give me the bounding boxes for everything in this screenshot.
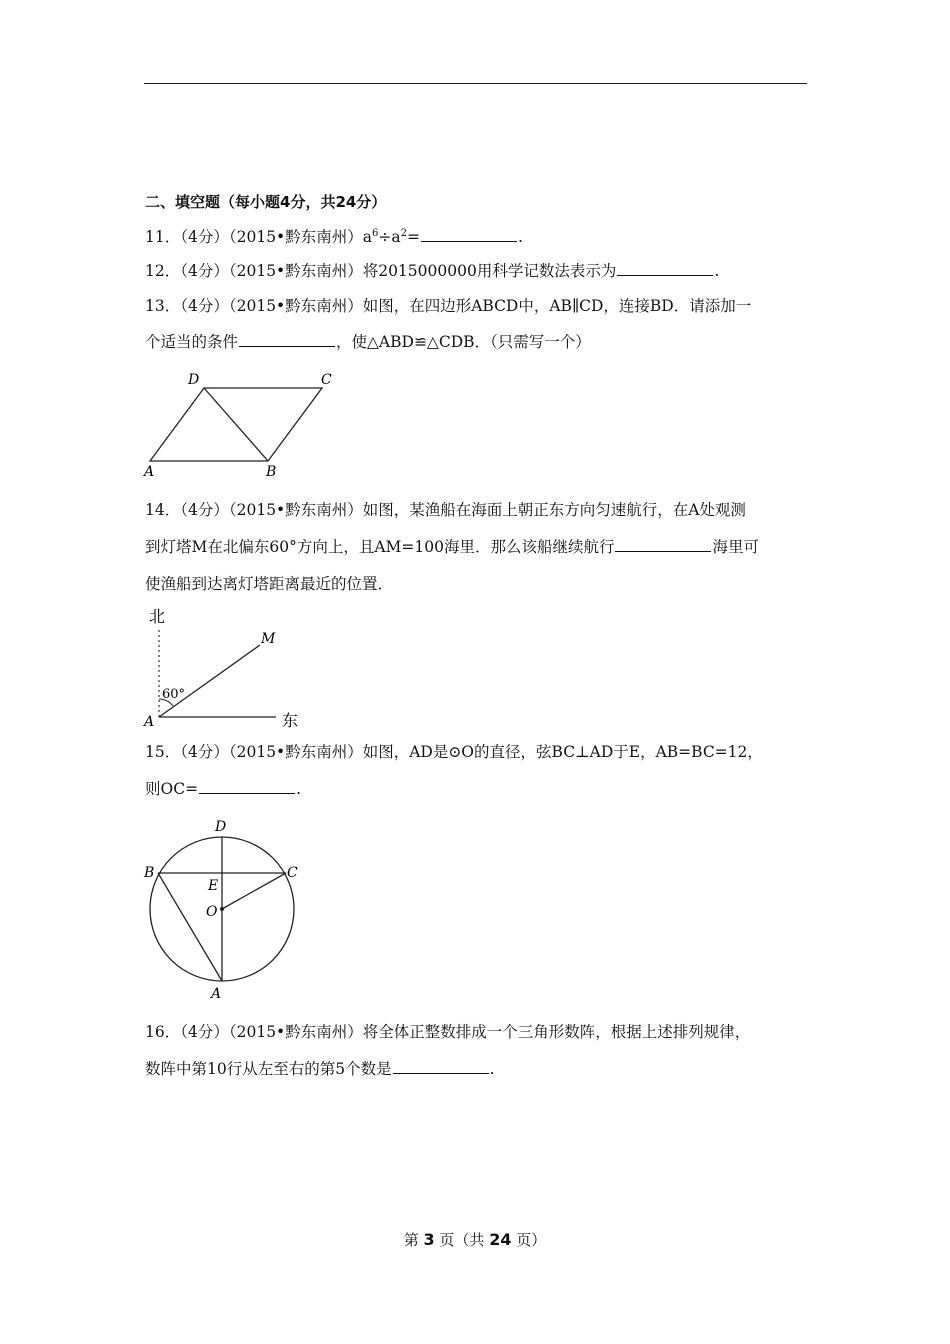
q11-score: （4分） [180,228,229,246]
question-15-line-2 [145,779,301,799]
q15-score: （4分） [180,743,229,761]
q13-label-c: C [321,372,332,388]
q15-text-2a: 则OC= [145,780,199,798]
q14-score: （4分） [180,501,229,519]
q13-parallelogram-figure [140,368,340,483]
q14-ray-am [159,645,260,717]
q11-exponent-1: 6 [371,228,379,239]
footer-middle: 页（共 [439,1231,485,1249]
question-16-line-1 [145,1022,750,1042]
q16-text-2a: 数阵中第10行从左至右的第5个数是 [145,1060,392,1078]
q15-center-point [220,907,224,911]
footer-total-pages: 24 [489,1230,512,1249]
q14-text-2a: 到灯塔M在北偏东60°方向上，且AM=100海里．那么该船继续航行 [145,538,615,556]
q11-exponent-2: 2 [400,228,407,239]
section-title: 二、填空题（每小题4分，共24分） [145,193,387,211]
q12-score: （4分） [180,262,229,280]
q14-label-a: A [144,714,155,730]
q14-text-1: 如图，某渔船在海面上朝正东方向匀速航行，在A处观测 [362,501,746,519]
q12-text: 将2015000000用科学记数法表示为 [362,262,617,280]
q12-number: 12． [145,262,181,280]
q11-base: a [362,228,372,246]
q14-label-north: 北 [149,607,166,626]
q16-number: 16． [145,1023,181,1041]
q13-diagonal-bd [204,388,268,461]
q14-label-angle: 60° [162,687,186,702]
q12-source: （2015•黔东南州） [228,262,363,280]
q15-answer-blank[interactable] [199,779,295,794]
q15-circle-figure [138,815,308,1005]
q11-equals: = [406,228,420,246]
q14-label-m: M [261,631,276,647]
q13-label-d: D [188,372,200,388]
q13-number: 13． [145,297,181,315]
question-14-line-3: 使渔船到达离灯塔距离最近的位置． [145,575,394,593]
q14-source: （2015•黔东南州） [228,501,363,519]
question-16-line-2 [145,1059,495,1079]
q15-end: . [296,780,301,798]
q16-score: （4分） [180,1023,229,1041]
question-12 [145,261,719,281]
page-footer [0,1229,950,1250]
q15-number: 15． [145,743,181,761]
q16-end: . [489,1060,495,1078]
q14-number: 14． [145,501,181,519]
q13-text-1: 如图，在四边形ABCD中，AB∥CD，连接BD．请添加一 [362,297,752,315]
q11-source: （2015•黔东南州） [228,228,363,246]
q15-text-1: 如图，AD是⊙O的直径，弦BC⊥AD于E，AB=BC=12， [362,743,763,761]
q14-label-east: 东 [282,711,299,730]
footer-suffix: 页） [516,1231,547,1249]
q13-label-a: A [144,464,155,480]
q15-segment-oc [222,873,286,909]
q12-answer-blank[interactable] [617,261,713,276]
q15-label-b: B [144,865,155,881]
q11-number: 11． [145,228,181,246]
q15-label-o: O [206,904,218,920]
question-14-line-1 [145,500,746,520]
question-11 [145,227,523,247]
q15-label-e: E [208,878,219,894]
q16-answer-blank[interactable] [393,1059,489,1074]
q13-text-2a: 个适当的条件 [145,333,239,351]
q16-text-1: 将全体正整数排成一个三角形数阵，根据上述排列规律， [362,1023,751,1041]
q15-label-c: C [287,865,298,881]
q15-source: （2015•黔东南州） [228,743,363,761]
q15-label-a: A [211,986,222,1002]
question-13-line-1 [145,296,751,316]
q15-label-d: D [215,819,227,835]
header-rule [144,83,807,84]
question-15-line-1 [145,742,763,762]
q11-answer-blank[interactable] [421,227,517,242]
q14-bearing-figure [140,602,310,730]
q13-label-b: B [266,464,277,480]
question-14-line-2 [145,537,759,557]
q13-text-2b: ，使△ABD≌△CDB．（只需写一个） [336,333,591,351]
q11-operator: ÷a [378,228,401,246]
q13-score: （4分） [180,297,229,315]
q12-end: . [714,262,720,280]
footer-page-number: 3 [423,1230,435,1249]
footer-prefix: 第 [403,1231,419,1249]
q11-end: . [517,228,523,246]
q13-answer-blank[interactable] [239,332,335,347]
q14-answer-blank[interactable] [615,537,711,552]
q14-text-2b: 海里可 [712,538,759,556]
q16-source: （2015•黔东南州） [228,1023,363,1041]
question-13-line-2 [145,332,591,352]
q13-source: （2015•黔东南州） [228,297,363,315]
